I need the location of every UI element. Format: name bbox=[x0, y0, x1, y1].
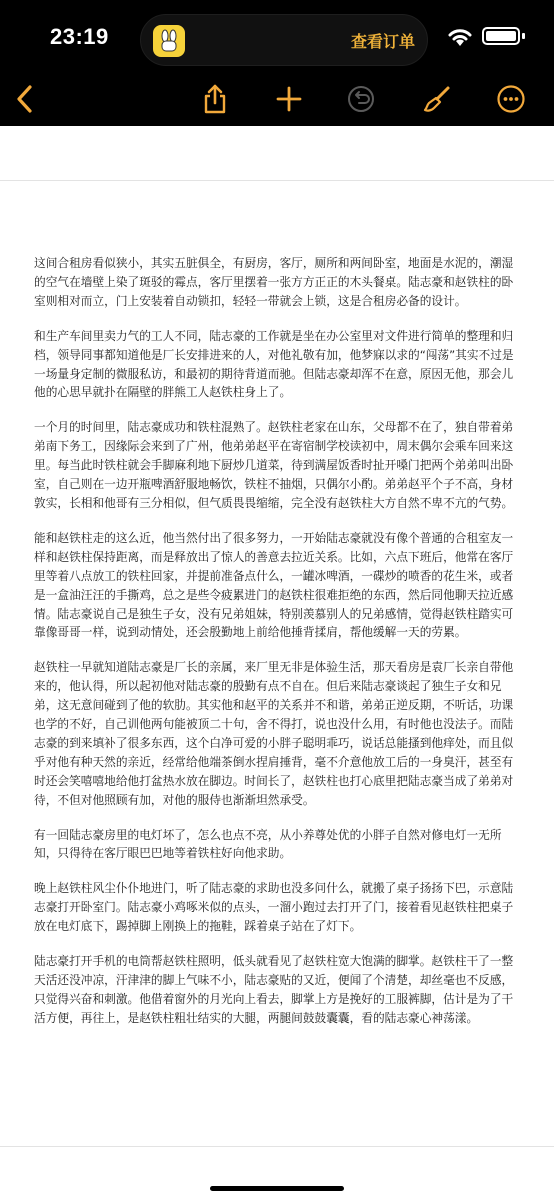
paragraph: 晚上赵铁柱风尘仆仆地进门，听了陆志豪的求助也没多问什么，就搬了桌子扬扬下巴，示意陆志豪打开卧室门。陆志豪小鸡啄米似的点头，一溜小跑过去打开了门，接着看见赵铁柱把桌子放在电灯底下，踢掉脚上刚换上的拖鞋，踩着桌子站在了灯下。 bbox=[34, 881, 514, 934]
chevron-left-icon bbox=[14, 84, 36, 114]
share-button[interactable] bbox=[198, 82, 232, 116]
paragraph: 一个月的时间里，陆志豪成功和铁柱混熟了。赵铁柱老家在山东，父母都不在了，独自带着弟弟南下务工，因缘际会来到了广州，他弟弟赵平在寄宿制学校读初中，周末偶尔会乘车回来这里。每当此时铁柱就会手脚麻利地下厨炒几道菜，待到满屋饭香时扯开嗓门把两个弟弟叫出卧室，自己则在一边开瓶啤酒舒服地畅饮，铁柱不抽烟，只偶尔小酌。弟弟赵平个子不高，身材敦实，长相和他哥有三分相似，但气质畏畏缩缩，完全没有赵铁柱大方自然不卑不亢的气势。 bbox=[34, 420, 514, 510]
format-button[interactable] bbox=[420, 82, 454, 116]
paragraph: 和生产车间里卖力气的工人不同，陆志豪的工作就是坐在办公室里对文件进行简单的整理和归档，领导同事都知道他是厂长安排进来的人，对他礼敬有加，他梦寐以求的“闯荡”其实不过是一场量身定制的微服私访，和最初的期待背道而驰。但陆志豪却浑不在意，原因无他，那会儿他的心思早就扑在隔壁的胖熊工人赵铁柱身上了。 bbox=[34, 328, 514, 400]
paragraph: 能和赵铁柱走的这么近，他当然付出了很多努力，一开始陆志豪就没有像个普通的合租室友一样和赵铁柱保持距离，而是释放出了惊人的善意去拉近关系。比如，六点下班后，他常在客厅里等着八点放工的铁柱回家，并提前准备点什么，一罐冰啤酒，一碟炒的喷香的花生米，或者是一盒油汪汪的手撕鸡，总之是些令疲累进门的赵铁柱很难拒绝的东西，然后同他聊天拉近感情。陆志豪说自己是独生子女，没有兄弟姐妹，特别羡慕别人的兄弟感情，觉得赵铁柱踏实可靠像哥哥一样，说到动情处，还会殷勤地上前给他捶背揉肩，帮他缓解一天的劳累。 bbox=[34, 530, 514, 640]
top-chrome bbox=[0, 0, 554, 126]
dynamic-island[interactable] bbox=[140, 14, 428, 66]
app-icon bbox=[153, 25, 185, 57]
paragraph: 赵铁柱一早就知道陆志豪是厂长的亲属，来厂里无非是体验生活，那天看房是袁厂长亲自带他来的，他认得，所以起初他对陆志豪的殷勤有点不自在。但后来陆志豪谈起了独生子女和兄弟，这无意间碰到了他的软肋。其实他和赵平的关系并不和谐，弟弟正逆反期，不听话，功课也学的不好，自己训他两句能被顶二十句，舍不得打，说也没什么用，有时他也没法子。而陆志豪的到来填补了很多东西，这个白净可爱的小胖子聪明乖巧，说话总能搔到他痒处，而且似乎对他有种天然的亲近，经常给他端茶倒水捏肩捶背，毫不介意他放工后的一身臭汗，甚至有时还会笑嘻嘻地给他打盆热水放在脚边。时间长了，赵铁柱也打心底里把陆志豪当成了弟弟对待，不但对他照顾有加，对他的服侍也渐渐坦然承受。 bbox=[34, 660, 514, 807]
back-button[interactable] bbox=[8, 82, 42, 116]
more-button[interactable] bbox=[494, 82, 528, 116]
document-top-divider bbox=[0, 180, 554, 181]
document-body[interactable] bbox=[34, 254, 522, 1044]
status-time: 23:19 bbox=[50, 24, 109, 49]
home-indicator[interactable] bbox=[210, 1186, 344, 1191]
undo-icon bbox=[346, 84, 376, 114]
undo-button[interactable] bbox=[344, 82, 378, 116]
paragraph: 有一回陆志豪房里的电灯坏了，怎么也点不亮，从小养尊处优的小胖子自然对修电灯一无所知，只得待在客厅眼巴巴地等着铁柱好向他求助。 bbox=[34, 827, 502, 861]
view-orders-label[interactable]: 查看订单 bbox=[350, 32, 415, 51]
battery-tip bbox=[522, 33, 525, 39]
status-bar bbox=[0, 0, 554, 78]
wifi-icon bbox=[446, 26, 474, 52]
toolbar bbox=[0, 76, 554, 122]
brush-icon bbox=[422, 84, 452, 114]
document-bottom-divider bbox=[0, 1146, 554, 1147]
plus-icon bbox=[275, 85, 303, 113]
battery-icon bbox=[482, 27, 520, 45]
paragraph: 陆志豪打开手机的电筒帮赵铁柱照明，低头就看见了赵铁柱宽大饱满的脚掌。赵铁柱干了一整天活还没冲凉，汗津津的脚上气味不小，陆志豪贴的又近，便闻了个清楚，却丝毫也不反感，只觉得兴奋和刺激。他借着窗外的月光向上看去，脚掌上方是挽好的工服裤脚，估计是为了干活方便，再往上，是赵铁柱粗壮结实的大腿，两腿间鼓鼓囊囊，看的陆志豪心神荡漾。 bbox=[34, 954, 514, 1025]
status-icons bbox=[446, 24, 536, 50]
paragraph: 这间合租房看似狭小，其实五脏俱全，有厨房，客厅，厕所和两间卧室，地面是水泥的，潮湿的空气在墙壁上染了斑驳的霉点，客厅里摆着一张方方正正的木头餐桌。陆志豪和赵铁柱的卧室则相对而立，门上安装着自动锁扣，轻轻一带就会上锁，这是合租房必备的设计。 bbox=[34, 256, 514, 308]
battery-level bbox=[486, 31, 516, 41]
add-button[interactable] bbox=[272, 82, 306, 116]
share-icon bbox=[201, 83, 229, 115]
more-icon bbox=[496, 84, 526, 114]
